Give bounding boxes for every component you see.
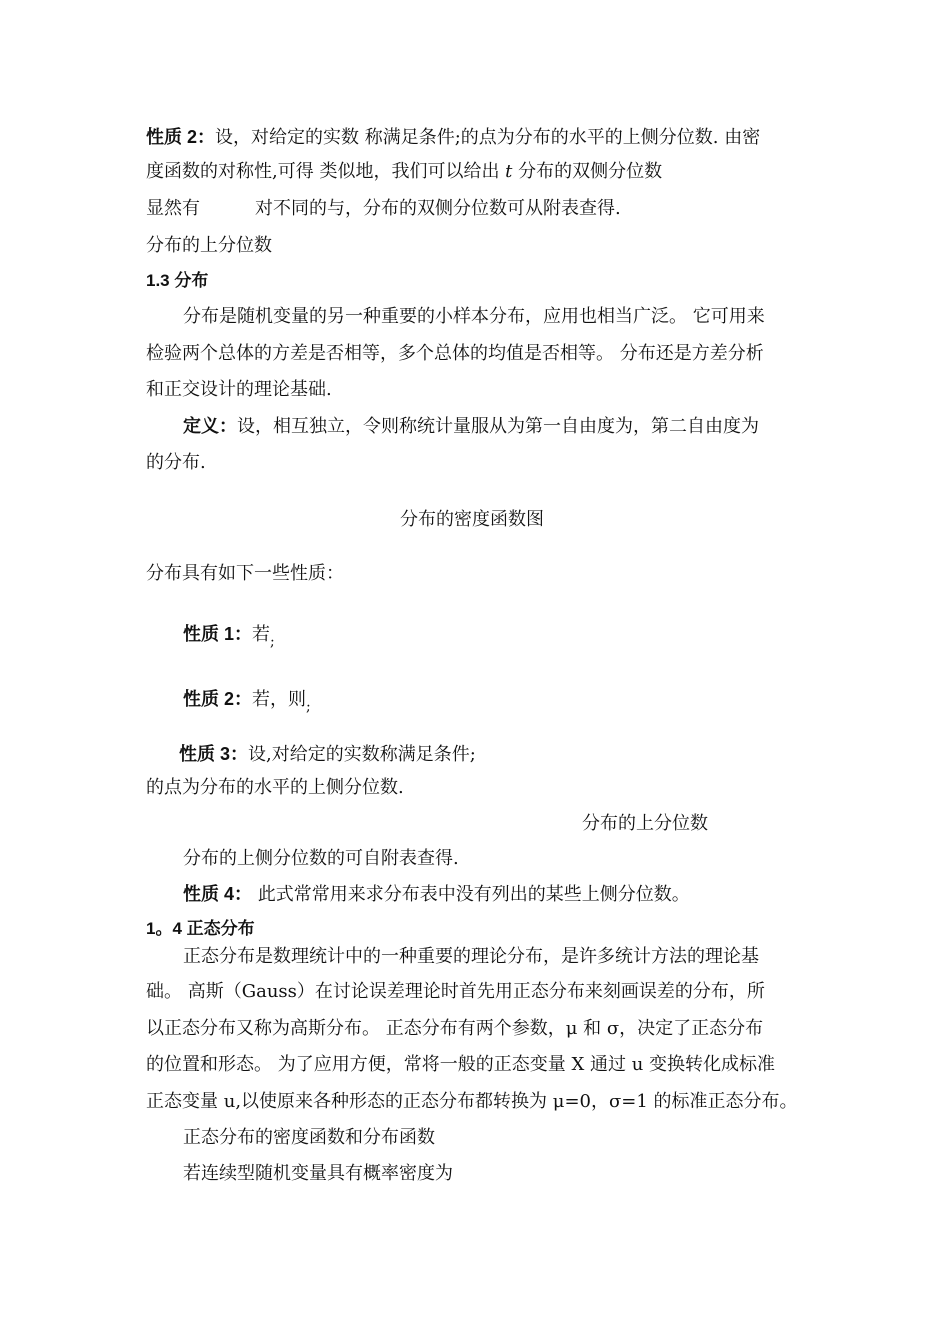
- table-note: 分布的上侧分位数的可自附表查得.: [183, 848, 459, 869]
- prop2-t-line1: [146, 124, 760, 151]
- prop2-t-line3-text: 对不同的与，分布的双侧分位数可从附表查得.: [255, 198, 621, 219]
- prop1: [183, 621, 275, 649]
- prop2-text: 若，则: [252, 689, 307, 710]
- caption-upper-quantile-2: 分布的上分位数: [582, 813, 708, 834]
- prop2-t-line3: [146, 196, 621, 222]
- definition-text: 设，相互独立，令则称统计量服从为第一自由度为，第二自由度为: [237, 416, 759, 437]
- prop2-t-line2-tail: 分布的双侧分位数: [512, 161, 663, 182]
- normal-line1: 正态分布是数理统计中的一种重要的理论分布，是许多统计方法的理论基: [183, 946, 759, 967]
- continuous-rv-line: 若连续型随机变量具有概率密度为: [183, 1163, 453, 1184]
- caption-density: 分布的密度函数图: [400, 509, 544, 530]
- definition-label: 定义：: [183, 416, 237, 436]
- prop2-t-line2-text: 度函数的对称性,可得 类似地，我们可以给出: [146, 161, 506, 182]
- caption-upper-quantile-1: 分布的上分位数: [146, 235, 272, 256]
- prop4: [183, 881, 690, 908]
- prop3-label: 性质 3：: [179, 744, 249, 764]
- normal-line4: 的位置和形态。 为了应用方便，常将一般的正态变量 X 通过 u 变换转化成标准: [146, 1054, 776, 1075]
- properties-intro: 分布具有如下一些性质：: [146, 563, 344, 584]
- prop2-t-line3-lead: 显然有: [146, 198, 200, 219]
- f-intro-line3: 和正交设计的理论基础.: [146, 379, 332, 400]
- prop1-tail: ;: [270, 634, 275, 650]
- definition-line1: [183, 413, 759, 440]
- f-intro-line1: 分布是随机变量的另一种重要的小样本分布，应用也相当广泛。 它可用来: [183, 306, 765, 327]
- definition-line2: 的分布.: [146, 452, 206, 473]
- prop4-label: 性质 4：: [183, 884, 253, 904]
- prop3-line1: [179, 741, 476, 768]
- normal-line3: 以正态分布又称为高斯分布。 正态分布有两个参数，μ 和 σ，决定了正态分布: [146, 1018, 764, 1039]
- f-intro-line2: 检验两个总体的方差是否相等，多个总体的均值是否相等。 分布还是方差分析: [146, 343, 764, 364]
- prop3-text: 设,对给定的实数称满足条件;: [248, 744, 476, 765]
- prop2-label: 性质 2：: [183, 689, 253, 709]
- prop2-t-label: 性质 2：: [146, 127, 216, 147]
- prop2: [183, 686, 311, 714]
- heading-1-3: 1.3 分布: [146, 271, 209, 290]
- prop2-tail: ;: [306, 699, 311, 715]
- normal-line5: 正态变量 u,以使原来各种形态的正态分布都转换为 μ=0，σ=1 的标准正态分布。: [146, 1091, 798, 1112]
- t-symbol: t: [505, 161, 513, 182]
- prop3-line2: 的点为分布的水平的上侧分位数.: [146, 777, 404, 798]
- heading-1-4: 1。4 正态分布: [146, 919, 255, 938]
- prop1-label: 性质 1：: [183, 624, 253, 644]
- prop2-t-line2: [146, 159, 662, 185]
- normal-density-title: 正态分布的密度函数和分布函数: [183, 1127, 435, 1148]
- prop4-text: 此式常常用来求分布表中没有列出的某些上侧分位数。: [252, 884, 690, 905]
- prop2-t-text: 设，对给定的实数 称满足条件;的点为分布的水平的上侧分位数. 由密: [215, 127, 761, 148]
- normal-line2: 础。 高斯（Gauss）在讨论误差理论时首先用正态分布来刻画误差的分布，所: [146, 981, 765, 1002]
- prop1-text: 若: [252, 624, 271, 645]
